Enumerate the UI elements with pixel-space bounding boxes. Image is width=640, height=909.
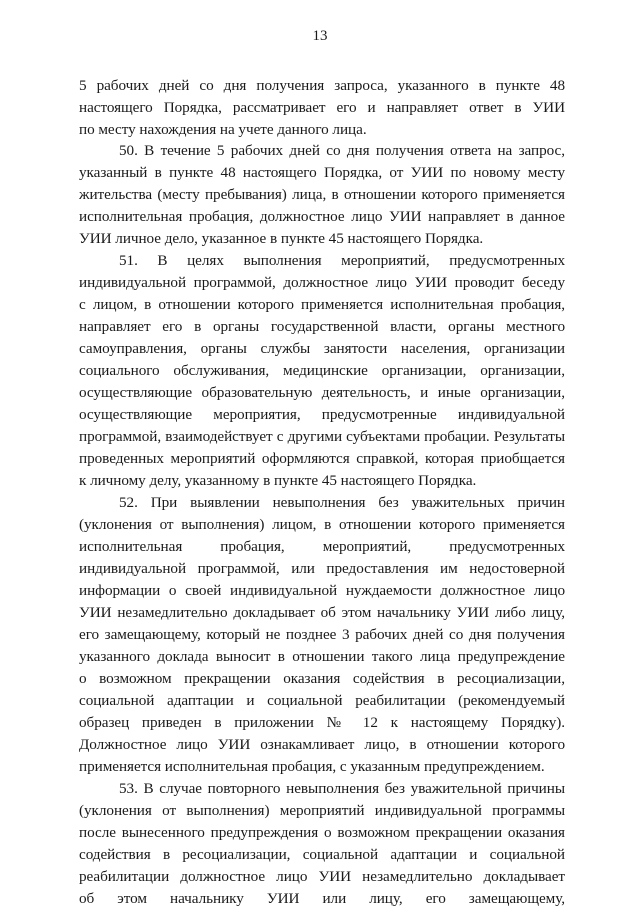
text-line: образец приведен в приложении № 12 к настоящему Порядку). [79,714,565,731]
text-line: социального обслуживания, медицинские организации, организации, [79,362,565,379]
text-line: индивидуальной программой, или предоставления им недостоверной [79,560,565,577]
text-line: исполнительная пробация, мероприятий, предусмотренных [79,538,565,555]
text-line: об этом начальнику УИИ или лицу, его замещающему, [79,890,565,907]
text-line: реабилитации должностное лицо УИИ незамедлительно докладывает [79,868,565,885]
text-line: содействия в ресоциализации, социальной адаптации и социальной [79,846,565,863]
text-line: УИИ личное дело, указанное в пункте 45 настоящего Порядка. [79,230,484,247]
text-line: осуществляющие образовательную деятельность, и иные организации, [79,384,565,401]
text-line: (уклонения от выполнения) мероприятий индивидуальной программы [79,802,565,819]
page-number: 13 [312,28,328,44]
text-line: по месту нахождения на учете данного лица. [79,121,367,138]
text-line: УИИ незамедлительно докладывает об этом начальнику УИИ либо лицу, [79,604,565,621]
text-line: указанного доклада выносит в отношении такого лица предупреждение [79,648,565,665]
text-line: жительства (месту пребывания) лица, в отношении которого применяется [79,186,565,203]
text-line: социальной адаптации и социальной реабилитации (рекомендуемый [79,692,565,709]
text-line: направляет его в органы государственной власти, органы местного [79,318,565,335]
text-line: после вынесенного предупреждения о возможном прекращении оказания [79,824,565,841]
text-line: 53. В случае повторного невыполнения без уважительной причины [119,780,565,797]
text-line: (уклонения от выполнения) лицом, в отношении которого применяется [79,516,565,533]
text-line: его замещающему, который не позднее 3 рабочих дней со дня получения [79,626,565,643]
text-line: о возможном прекращении оказания содействия в ресоциализации, [79,670,565,687]
text-line: 5 рабочих дней со дня получения запроса, указанного в пункте 48 [79,77,565,94]
text-line: исполнительная пробация, должностное лицо УИИ направляет в данное [79,208,565,225]
text-line: к личному делу, указанному в пункте 45 настоящего Порядка. [79,472,477,489]
text-line: проведенных мероприятий оформляются справкой, которая приобщается [79,450,565,467]
text-line: информации о своей индивидуальной нуждаемости должностное лицо [79,582,565,599]
text-line: 52. При выявлении невыполнения без уважительных причин [119,494,565,511]
text-line: самоуправления, органы службы занятости населения, организации [79,340,565,357]
text-line: 50. В течение 5 рабочих дней со дня получения ответа на запрос, [119,142,565,159]
text-line: программой, взаимодействует с другими субъектами пробации. Результаты [79,428,565,445]
text-line: настоящего Порядка, рассматривает его и направляет ответ в УИИ [79,99,565,116]
text-line: Должностное лицо УИИ ознакамливает лицо, в отношении которого [79,736,565,753]
text-line: указанный в пункте 48 настоящего Порядка, от УИИ по новому месту [79,164,565,181]
text-line: индивидуальной программой, должностное лицо УИИ проводит беседу [79,274,565,291]
text-line: осуществляющие мероприятия, предусмотренные индивидуальной [79,406,565,423]
text-line: 51. В целях выполнения мероприятий, предусмотренных [119,252,565,269]
text-line: с лицом, в отношении которого применяется исполнительная пробация, [79,296,565,313]
text-line: применяется исполнительная пробация, с указанным предупреждением. [79,758,545,775]
